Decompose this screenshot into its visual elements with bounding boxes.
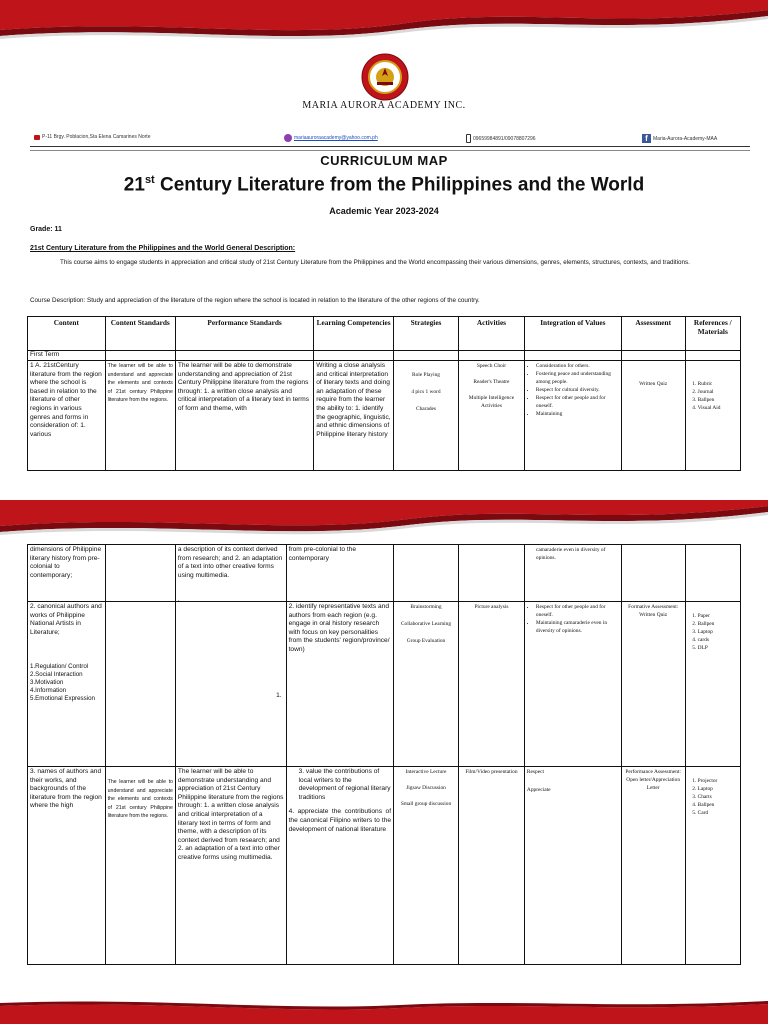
list-item: 5. Card: [698, 809, 738, 817]
competencies-cell: 2. identify representative texts and authors from each region (e.g. engage in oral history research with focus on key personalities from the students' region/province/ town): [286, 602, 393, 767]
content-cell: dimensions of Philippine literary history from pre-colonial to contemporary;: [28, 545, 106, 602]
address: [34, 134, 150, 140]
values-cell: [524, 602, 621, 767]
column-header: Performance Standards: [175, 317, 313, 351]
performance-standards-cell: a description of its context derived from research; and 2. an adaptation of a text into other creative forms using multimedia.: [175, 545, 286, 602]
activities-cell: [458, 602, 524, 767]
academic-year: Academic Year 2023-2024: [329, 206, 439, 216]
assessment-text: Written Quiz: [639, 381, 668, 387]
general-description-heading: 21st Century Literature from the Philippines and the World General Description:: [30, 245, 296, 252]
curriculum-table: [27, 316, 741, 471]
column-header: Learning Competencies: [314, 317, 394, 351]
list-item: 2. Ballpen: [698, 620, 738, 628]
content-standards-cell: [105, 767, 175, 965]
column-header: Content Standards: [105, 317, 175, 351]
column-header: Assessment: [621, 317, 685, 351]
page-title: 21st Century Literature from the Philippines and the World: [123, 174, 645, 196]
strategies-cell: [394, 602, 459, 767]
school-name: MARIA AURORA ACADEMY INC.: [302, 100, 466, 111]
strategies-cell: [394, 361, 459, 471]
facebook-icon: f: [642, 134, 651, 143]
term-label: First Term: [28, 351, 106, 361]
column-header: Content: [28, 317, 106, 351]
performance-standards-cell: The learner will be able to demonstrate understanding and appreciation of 21st Century Philippine literature from the regions through: 1. a written close analysis and critical interpretation of a literary text in terms of form and theme, with a description of its context derived from research; and 2. an adaptation of a text into other creative forms using multimedia.: [175, 767, 286, 965]
strategies-cell: [394, 767, 459, 965]
list-item: Charades: [415, 406, 437, 412]
content-text: 2. canonical authors and works of Philippine National Artists in Literature;: [30, 603, 102, 636]
list-item: 1.Regulation/ Control: [30, 663, 89, 671]
email-icon: [284, 134, 292, 142]
assessment-cell: Performance Assessment: Open letter/Appreciation Letter: [621, 767, 685, 965]
list-item: • Respect for other people and for oneself.: [536, 603, 619, 619]
values-text: camaraderie even in diversity of opinions.: [535, 547, 606, 561]
activities-cell: [458, 767, 524, 965]
list-item: 5.Emotional Expression: [30, 695, 96, 703]
list-item: 2. Laptop: [698, 785, 738, 793]
list-item: Brainstorming: [410, 604, 442, 610]
list-item: 4 pics 1 word: [411, 389, 441, 395]
facebook-text[interactable]: Maria-Aurora-Academy-MAA: [653, 135, 718, 142]
list-item: 4. Ballpen: [698, 801, 738, 809]
references-cell: [685, 361, 740, 471]
list-item: • Fostering peace and understanding among people.: [536, 370, 619, 386]
content-standards-cell: [105, 545, 175, 602]
list-item: Appreciate: [526, 787, 551, 793]
list-item: 2.Social Interaction: [30, 671, 83, 679]
list-item: 5. DLP: [698, 644, 738, 652]
list-item: 1. Rubric: [698, 380, 738, 388]
list-item: Picture analysis: [474, 604, 509, 610]
list-item: • Consideration for others.: [536, 362, 619, 370]
content-standards-cell: The learner will be able to understand and appreciate the elements and contexts of 21st century Philippine literature from the regions.: [105, 361, 175, 471]
curriculum-table-continued: [27, 544, 741, 965]
content-standards-text: The learner will be able to understand and appreciate the elements and contexts of 21st century Philippine literature from the regions.: [107, 779, 173, 820]
list-item: 4.Information: [30, 687, 67, 695]
competencies-cell: [286, 767, 393, 965]
page-1: [0, 0, 768, 476]
performance-mark: 1.: [276, 692, 282, 699]
list-item: Group Evaluation: [406, 638, 446, 644]
email-link[interactable]: mariaauroraacademy@yahoo.com.ph: [294, 135, 378, 141]
header-band: [0, 500, 768, 540]
values-cell: [524, 545, 621, 602]
competencies-cell: from pre-colonial to the contemporary: [286, 545, 393, 602]
language-functions-list: [30, 663, 103, 703]
column-header: References / Materials: [685, 317, 740, 351]
address-text: P-11 Brgy. Poblacion,Sta Elena Camarines Norte: [42, 134, 151, 140]
divider: [30, 150, 750, 151]
list-item: 2. Journal: [698, 388, 738, 396]
activities-cell: [458, 361, 524, 471]
header-band: [0, 0, 768, 44]
content-standards-cell: [105, 602, 175, 767]
list-item: • Respect for other people and for oneself.: [536, 394, 619, 410]
list-item: 4. cards: [698, 636, 738, 644]
column-header: Strategies: [394, 317, 459, 351]
page-2: [0, 500, 768, 1024]
list-item: 3.Motivation: [30, 679, 64, 687]
table-row: [28, 545, 741, 602]
list-item: • Maintaining: [536, 410, 619, 418]
content-cell: [28, 602, 106, 767]
curriculum-map-label: CURRICULUM MAP: [320, 153, 448, 168]
facebook[interactable]: [642, 134, 717, 143]
list-item: Collaborative Learning: [400, 621, 452, 627]
references-cell: [685, 602, 740, 767]
list-item: 1. Paper: [698, 612, 738, 620]
term-row: [28, 351, 741, 361]
phone-icon: [466, 134, 471, 143]
column-header: Integration of Values: [524, 317, 621, 351]
performance-standards-cell: The learner will be able to demonstrate understanding and appreciation of 21st Century Philippine literature from the regions through: 1. a written close analysis and critical interpretation of a literary text in terms of form and theme, with: [175, 361, 313, 471]
list-item: Film/Video presentation: [465, 769, 518, 775]
list-item: • Respect for cultural diversity.: [536, 386, 619, 394]
list-item: 3. Charts: [698, 793, 738, 801]
table-row: [28, 361, 741, 471]
competencies-cell: Writing a close analysis and critical interpretation of literary texts and doing an adaptation of these require from the learner the ability to: 1. identify the geographic, linguistic, and ethnic dimensions of Philippine literary history: [314, 361, 394, 471]
list-item: • Maintaining camaraderie even in diversity of opinions.: [536, 619, 619, 635]
competency-text: 3. value the contributions of local writers to the development of regional literary traditions: [298, 768, 391, 801]
phone-text: 09659984891/09078807296: [473, 135, 536, 142]
list-item: Speech Choir: [476, 363, 507, 369]
list-item: 1. Projector: [698, 777, 738, 785]
list-item: 3. Laptop: [698, 628, 738, 636]
location-icon: [34, 135, 40, 140]
course-description: Course Description: Study and appreciation of the literature of the region where the school is located in relation to the literature of the other regions of the country.: [30, 297, 480, 304]
page-gap: [0, 476, 768, 500]
competency-text: 4. appreciate the contributions of the canonical Filipino writers to the development of national literature: [288, 808, 392, 833]
general-description-text: This course aims to engage students in appreciation and critical study of 21st Century Literature from the Philippines and the World encompassing their various dimensions, genres, elements, structures, contexts, and traditions.: [60, 259, 690, 266]
list-item: Jigsaw Discussion: [406, 785, 446, 791]
list-item: Small group discussion: [400, 801, 452, 807]
performance-standards-cell: [175, 596, 286, 767]
grade-level: Grade: 11: [30, 226, 62, 233]
list-item: Role Playing: [411, 372, 440, 378]
list-item: Interactive Lecture: [405, 769, 447, 775]
list-item: Reader's Theatre: [473, 379, 510, 385]
values-cell: [524, 361, 621, 471]
assessment-cell: Formative Assessment: Written Quiz: [621, 602, 685, 767]
list-item: Multiple Intelligence Activities: [468, 395, 515, 409]
phone: [466, 134, 536, 143]
column-header: Activities: [458, 317, 524, 351]
assessment-cell: [621, 361, 685, 471]
list-item: Respect: [526, 769, 544, 775]
school-logo: [355, 52, 415, 102]
list-item: 4. Visual Aid: [698, 404, 738, 412]
content-cell: 3. names of authors and their works, and backgrounds of the literature from the region where the high: [28, 767, 106, 965]
list-item: 3. Ballpen: [698, 396, 738, 404]
content-cell: 1 A. 21stCentury literature from the region where the school is based in relation to the literature of other regions in various genres and forms in consideration of: 1. various: [28, 361, 106, 471]
values-cell: [524, 767, 621, 965]
references-cell: [685, 767, 740, 965]
performance-text: .: [177, 596, 180, 603]
table-row: [28, 767, 741, 965]
table-header-row: [28, 317, 741, 351]
footer-band: [0, 1000, 768, 1024]
divider: [30, 146, 750, 147]
email[interactable]: [284, 134, 378, 142]
table-row: [28, 602, 741, 767]
